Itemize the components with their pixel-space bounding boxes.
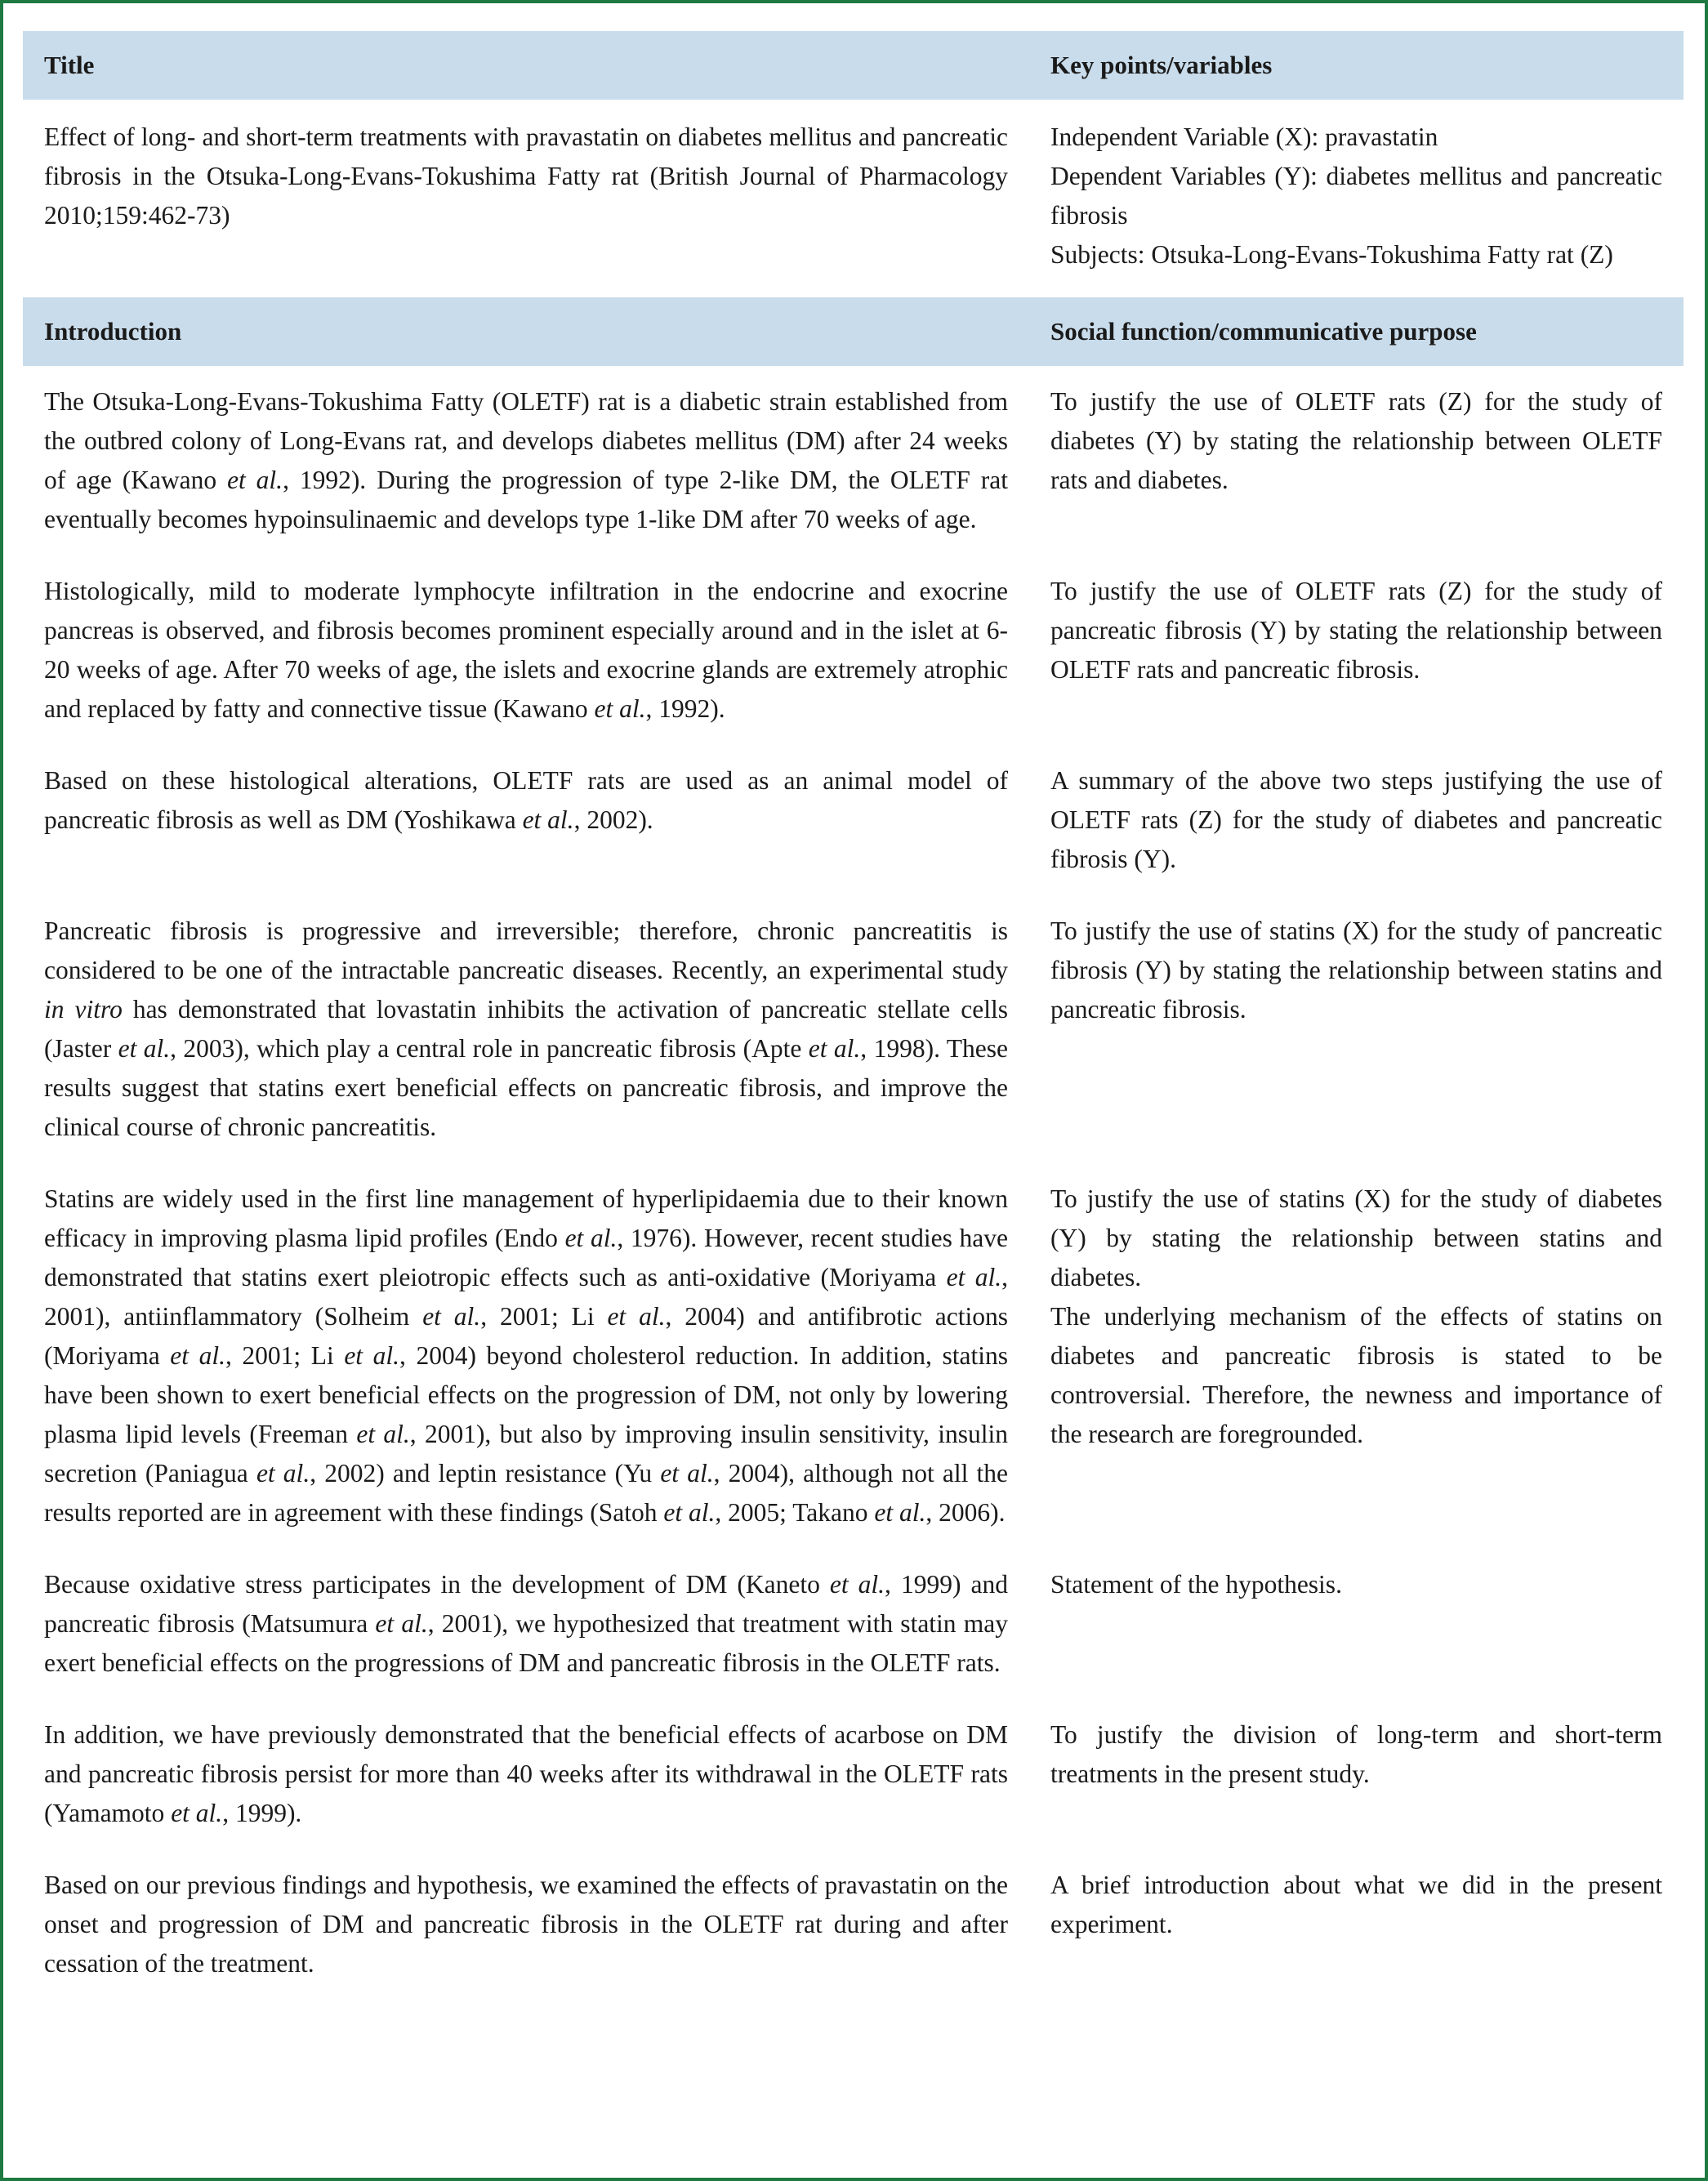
- header-row-introduction: [23, 297, 1683, 366]
- key-point-independent: Independent Variable (X): pravastatin: [1050, 123, 1438, 151]
- table-row: [23, 1866, 1683, 2016]
- header-key-points: Key points/variables: [1029, 31, 1683, 100]
- communicative-purpose-text: To justify the use of statins (X) for the study of pancreatic fibrosis (Y) by stating the relationship between statins and pancreatic fibrosis.: [1050, 917, 1662, 1024]
- communicative-purpose-text: To justify the use of OLETF rats (Z) for the study of diabetes (Y) by stating the relationship between OLETF rats and diabetes.: [1050, 387, 1662, 494]
- introduction-text: The Otsuka-Long-Evans-Tokushima Fatty (OLETF) rat is a diabetic strain established from the outbred colony of Long-Evans rat, and develops diabetes mellitus (DM) after 24 weeks of age (Kawano et al., 1992). During the progression of type 2-like DM, the OLETF rat eventually becomes hypoinsulinaemic and develops type 1-like DM after 70 weeks of age.: [44, 387, 1008, 533]
- article-title: Effect of long- and short-term treatments with pravastatin on diabetes mellitus and pancreatic fibrosis in the Otsuka-Long-Evans-Tokushima Fatty rat (British Journal of Pharmacology 2010;159:462-73): [44, 123, 1008, 230]
- genre-analysis-table: [23, 31, 1683, 2016]
- table-row: [23, 912, 1683, 1180]
- header-social-function: Social function/communicative purpose: [1029, 297, 1683, 366]
- key-points: [1029, 100, 1683, 297]
- table-row: [23, 1715, 1683, 1866]
- introduction-text: In addition, we have previously demonstrated that the beneficial effects of acarbose on DM and pancreatic fibrosis persist for more than 40 weeks after its withdrawal in the OLETF rats (Yamamoto et al., 1999).: [44, 1720, 1008, 1827]
- table-row: [23, 1565, 1683, 1715]
- communicative-purpose-text: To justify the division of long-term and short-term treatments in the present study.: [1050, 1720, 1662, 1788]
- communicative-purpose-text: A brief introduction about what we did in the present experiment.: [1050, 1871, 1662, 1938]
- introduction-text: Statins are widely used in the first line management of hyperlipidaemia due to their known efficacy in improving plasma lipid profiles (Endo et al., 1976). However, recent studies have demonstrated that statins exert pleiotropic effects such as anti-oxidative (Moriyama et al., 2001), antiinflammatory (Solheim et al., 2001; Li et al., 2004) and antifibrotic actions (Moriyama et al., 2001; Li et al., 2004) beyond cholesterol reduction. In addition, statins have been shown to exert beneficial effects on the progression of DM, not only by lowering plasma lipid levels (Freeman et al., 2001), but also by improving insulin sensitivity, insulin secretion (Paniagua et al., 2002) and leptin resistance (Yu et al., 2004), although not all the results reported are in agreement with these findings (Satoh et al., 2005; Takano et al., 2006).: [44, 1184, 1008, 1527]
- introduction-text: Based on our previous findings and hypothesis, we examined the effects of pravastatin on the onset and progression of DM and pancreatic fibrosis in the OLETF rat during and after cessation of the treatment.: [44, 1871, 1008, 1978]
- table-row: [23, 366, 1683, 572]
- introduction-text: Because oxidative stress participates in the development of DM (Kaneto et al., 1999) and pancreatic fibrosis (Matsumura et al., 2001), we hypothesized that treatment with statin may exert beneficial effects on the progressions of DM and pancreatic fibrosis in the OLETF rats.: [44, 1570, 1008, 1677]
- key-point-subjects: Subjects: Otsuka-Long-Evans-Tokushima Fatty rat (Z): [1050, 240, 1613, 269]
- communicative-purpose-text: To justify the use of OLETF rats (Z) for the study of pancreatic fibrosis (Y) by stating the relationship between OLETF rats and pancreatic fibrosis.: [1050, 577, 1662, 684]
- title-row: [23, 100, 1683, 297]
- table-row: [23, 1180, 1683, 1565]
- introduction-text: Based on these histological alterations, OLETF rats are used as an animal model of pancreatic fibrosis as well as DM (Yoshikawa et al., 2002).: [44, 766, 1008, 834]
- header-title: Title: [23, 31, 1029, 100]
- introduction-text: Pancreatic fibrosis is progressive and irreversible; therefore, chronic pancreatitis is considered to be one of the intractable pancreatic diseases. Recently, an experimental study in vitro has demonstrated that lovastatin inhibits the activation of pancreatic stellate cells (Jaster et al., 2003), which play a central role in pancreatic fibrosis (Apte et al., 1998). These results suggest that statins exert beneficial effects on pancreatic fibrosis, and improve the clinical course of chronic pancreatitis.: [44, 917, 1008, 1141]
- table-row: [23, 572, 1683, 761]
- header-introduction: Introduction: [23, 297, 1029, 366]
- table-row: [23, 761, 1683, 912]
- communicative-purpose-text: To justify the use of statins (X) for the study of diabetes (Y) by stating the relationship between statins and diabetes. The underlying mechanism of the effects of statins on diabetes and pancreatic fibrosis is stated to be controversial. Therefore, the newness and importance of the research are foregrounded.: [1050, 1184, 1662, 1448]
- communicative-purpose-text: Statement of the hypothesis.: [1050, 1570, 1342, 1599]
- header-row-title: [23, 31, 1683, 100]
- analysis-table-page: [23, 31, 1683, 2016]
- communicative-purpose-text: A summary of the above two steps justifying the use of OLETF rats (Z) for the study of diabetes and pancreatic fibrosis (Y).: [1050, 766, 1662, 873]
- introduction-rows: [23, 366, 1683, 2016]
- key-point-dependent: Dependent Variables (Y): diabetes mellitus and pancreatic fibrosis: [1050, 162, 1662, 230]
- introduction-text: Histologically, mild to moderate lymphocyte infiltration in the endocrine and exocrine pancreas is observed, and fibrosis becomes prominent especially around and in the islet at 6-20 weeks of age. After 70 weeks of age, the islets and exocrine glands are extremely atrophic and replaced by fatty and connective tissue (Kawano et al., 1992).: [44, 577, 1008, 723]
